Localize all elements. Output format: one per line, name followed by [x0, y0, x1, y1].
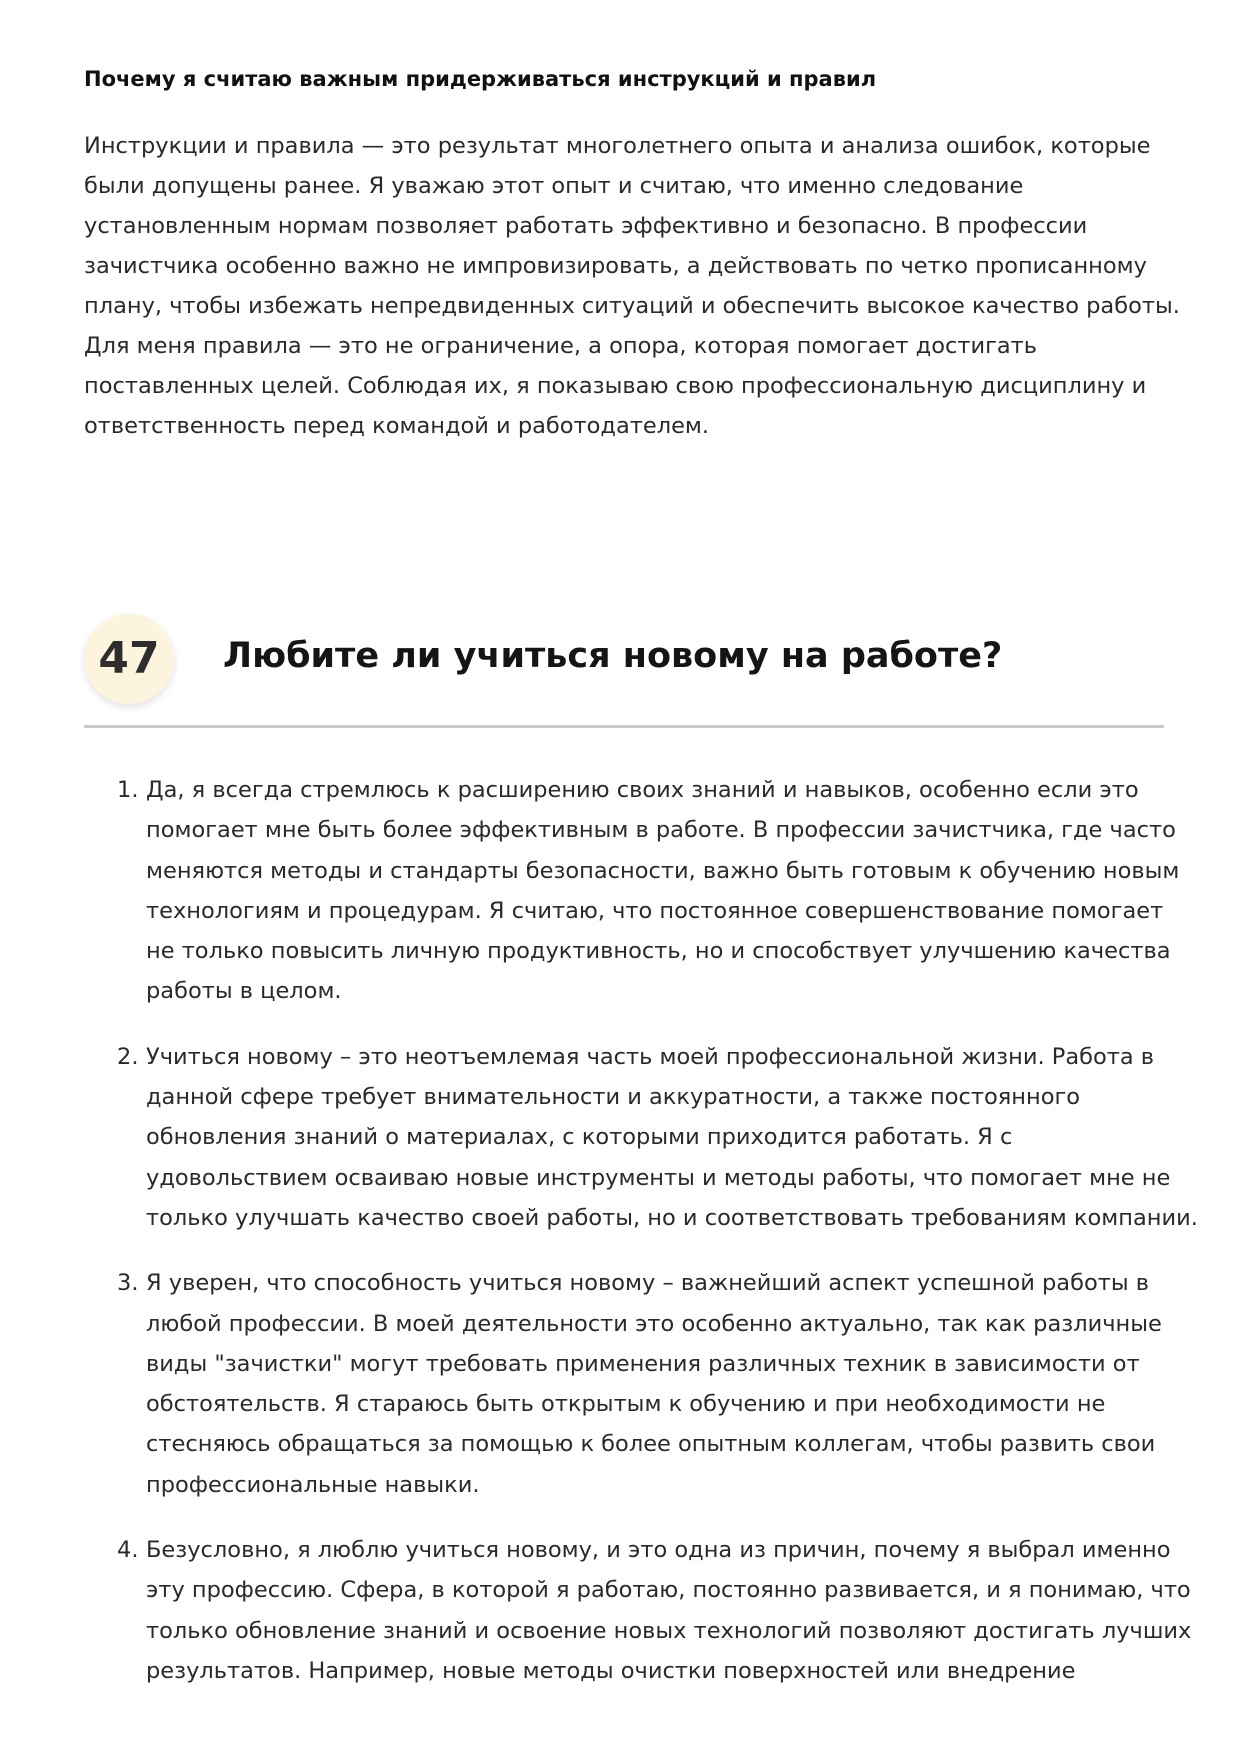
- answer-line: помогает мне быть более эффективным в работе. В профессии зачистчика, где часто: [146, 817, 1176, 844]
- section-paragraph: [84, 126, 1180, 446]
- answer-item: [84, 1263, 1174, 1505]
- answer-line: только улучшать качество своей работы, но и соответствовать требованиям компании.: [146, 1204, 1198, 1231]
- question-number-badge: [84, 614, 174, 704]
- answer-item: [84, 1530, 1192, 1691]
- question-number: 47: [98, 633, 160, 684]
- answer-line: меняются методы и стандарты безопасности, важно быть готовым к обучению новым: [146, 857, 1180, 884]
- answer-line: данной сфере требует внимательности и аккуратности, а также постоянного: [146, 1084, 1081, 1111]
- answer-line: Да, я всегда стремлюсь к расширению своих знаний и навыков, особенно если это: [146, 777, 1139, 803]
- answer-line: удовольствием осваиваю новые инструменты и методы работы, что помогает мне не: [146, 1164, 1171, 1191]
- paragraph-line: Инструкции и правила — это результат многолетнего опыта и анализа ошибок, которые: [84, 133, 1151, 159]
- paragraph-line: плану, чтобы избежать непредвиденных ситуаций и обеспечить высокое качество работы.: [84, 293, 1180, 319]
- paragraph-line: поставленных целей. Соблюдая их, я показываю свою профессиональную дисциплину и: [84, 373, 1147, 399]
- question-header: [84, 614, 1164, 728]
- answer-number: 2.: [117, 1043, 139, 1070]
- answer-line: виды "зачистки" могут требовать применения различных техник в зависимости от: [146, 1350, 1140, 1377]
- paragraph-line: ответственность перед командой и работодателем.: [84, 413, 710, 439]
- answer-list: [84, 770, 1198, 1716]
- answer-line: результатов. Например, новые методы очистки поверхностей или внедрение: [146, 1657, 1076, 1684]
- paragraph-line: были допущены ранее. Я уважаю этот опыт и считаю, что именно следование: [84, 173, 1024, 199]
- answer-item: [84, 770, 1180, 1012]
- answer-line: Безусловно, я люблю учиться новому, и это одна из причин, почему я выбрал именно: [146, 1537, 1171, 1564]
- answer-number: 3.: [117, 1270, 139, 1297]
- answer-line: Я уверен, что способность учиться новому – важнейший аспект успешной работы в: [146, 1270, 1150, 1297]
- answer-line: любой профессии. В моей деятельности это особенно актуально, так как различные: [146, 1310, 1162, 1337]
- answer-line: технологиям и процедурам. Я считаю, что постоянное совершенствование помогает: [146, 897, 1164, 924]
- paragraph-line: установленным нормам позволяет работать эффективно и безопасно. В профессии: [84, 213, 1088, 239]
- section-subheading: Почему я считаю важным придерживаться инструкций и правил: [84, 67, 877, 91]
- answer-line: работы в целом.: [146, 978, 342, 1005]
- answer-line: обстоятельств. Я стараюсь быть открытым к обучению и при необходимости не: [146, 1391, 1106, 1418]
- answer-number: 1.: [117, 777, 139, 803]
- answer-number: 4.: [117, 1537, 139, 1564]
- paragraph-line: зачистчика особенно важно не импровизировать, а действовать по четко прописанному: [84, 253, 1147, 279]
- answer-item: [84, 1037, 1198, 1238]
- answer-line: эту профессию. Сфера, в которой я работаю, постоянно развивается, и я понимаю, что: [146, 1577, 1191, 1604]
- answer-line: не только повысить личную продуктивность, но и способствует улучшению качества: [146, 938, 1171, 965]
- answer-line: обновления знаний о материалах, с которыми приходится работать. Я с: [146, 1124, 1013, 1151]
- answer-line: только обновление знаний и освоение новых технологий позволяют достигать лучших: [146, 1617, 1192, 1644]
- question-title: Любите ли учиться новому на работе?: [223, 636, 1003, 676]
- answer-line: профессиональные навыки.: [146, 1471, 480, 1498]
- answer-line: стесняюсь обращаться за помощью к более опытным коллегам, чтобы развить свои: [146, 1431, 1156, 1458]
- paragraph-line: Для меня правила — это не ограничение, а опора, которая помогает достигать: [84, 333, 1038, 359]
- header-divider: [84, 725, 1164, 728]
- answer-line: Учиться новому – это неотъемлемая часть моей профессиональной жизни. Работа в: [146, 1043, 1155, 1070]
